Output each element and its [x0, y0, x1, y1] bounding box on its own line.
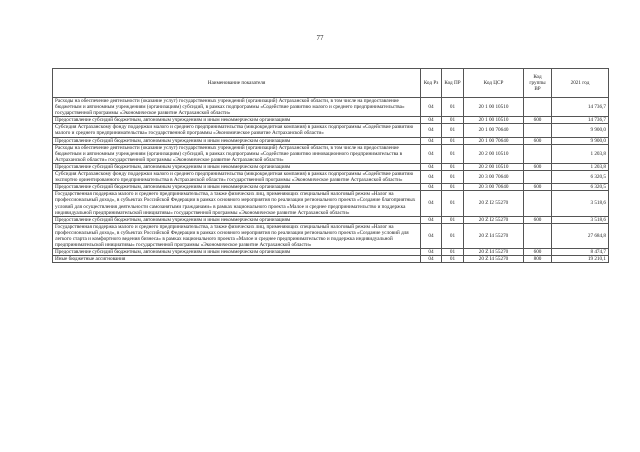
cell-rz: 04 [421, 249, 442, 256]
table-row [53, 223, 609, 248]
table-row [53, 117, 609, 124]
cell-vr [524, 124, 552, 137]
cell-value: 3 518,6 [552, 191, 609, 216]
cell-vr: 600 [524, 137, 552, 144]
cell-value: 9 900,0 [552, 137, 609, 144]
cell-csr: 20 1 00 10510 [464, 98, 524, 117]
table-row [53, 216, 609, 223]
table-row [53, 256, 609, 263]
header-vr: Код группы ВР [524, 69, 552, 98]
cell-name: Предоставление субсидий бюджетным, автономным учреждениям и иным некоммерческим организациям [53, 216, 421, 223]
cell-pr: 01 [442, 249, 464, 256]
cell-rz: 04 [421, 216, 442, 223]
cell-name: Предоставление субсидий бюджетным, автономным учреждениям и иным некоммерческим организациям [53, 163, 421, 170]
cell-csr: 20 Z I4 55270 [464, 249, 524, 256]
cell-name: Иные бюджетные ассигнования [53, 256, 421, 263]
cell-pr: 01 [442, 216, 464, 223]
cell-value: 1 203,8 [552, 144, 609, 163]
table-row [53, 191, 609, 216]
cell-rz: 04 [421, 223, 442, 248]
cell-name: Субсидия Астраханскому фонду поддержки малого и среднего предпринимательства (микрокредитная компания) в рамках подпрограммы «Содействие развитию экспортно ориентированного предпринимательства в Астраханской области» государственной программы «Экономическое развитие Астраханской области» [53, 171, 421, 184]
cell-vr [524, 191, 552, 216]
table-row [53, 144, 609, 163]
cell-rz: 04 [421, 163, 442, 170]
cell-vr: 600 [524, 163, 552, 170]
cell-pr: 01 [442, 256, 464, 263]
cell-name: Предоставление субсидий бюджетным, автономным учреждениям и иным некоммерческим организациям [53, 117, 421, 124]
cell-name: Расходы на обеспечение деятельности (оказание услуг) государственных учреждений (организаций) Астраханской области, в том числе на предоставление бюджетным и автономным учреждениям (организациям) субсидий, в рамках подпрограммы «Содействие развитию малого и среднего предпринимательства» государственной программы «Экономическое развитие Астраханской области» [53, 98, 421, 117]
cell-pr: 01 [442, 124, 464, 137]
cell-csr: 20 1 00 70640 [464, 137, 524, 144]
cell-vr [524, 144, 552, 163]
cell-rz: 04 [421, 256, 442, 263]
table-row [53, 137, 609, 144]
cell-pr: 01 [442, 98, 464, 117]
cell-rz: 04 [421, 98, 442, 117]
cell-csr: 20 2 00 10510 [464, 144, 524, 163]
cell-pr: 01 [442, 184, 464, 191]
cell-name: Государственная поддержка малого и среднего предпринимательства, а также физических лиц, применяющих специальный налоговый режим «Налог на профессиональный доход», в субъектах Российской Федерации в рамках основного мероприятия по реализации регионального проекта «Создание условий для легкого старта и комфортного ведения бизнеса» в рамках национального проекта «Малое и среднее предпринимательство и поддержка индивидуальной предпринимательской инициативы» государственной программы «Экономическое развитие Астраханской области» [53, 223, 421, 248]
table-row [53, 163, 609, 170]
cell-name: Государственная поддержка малого и среднего предпринимательства, а также физических лиц, применяющих специальный налоговый режим «Налог на профессиональный доход», в субъектах Российской Федерации в рамках основного мероприятия по реализации регионального проекта «Создание благоприятных условий для осуществления деятельности самозанятыми гражданами» в рамках национального проекта «Малое и среднее предпринимательство и поддержка индивидуальной предпринимательской инициативы» государственной программы «Экономическое развитие Астраханской области» [53, 191, 421, 216]
cell-csr: 20 3 00 70640 [464, 171, 524, 184]
table-row [53, 98, 609, 117]
cell-vr: 600 [524, 117, 552, 124]
cell-csr: 20 Z I4 55270 [464, 223, 524, 248]
cell-name: Предоставление субсидий бюджетным, автономным учреждениям и иным некоммерческим организациям [53, 249, 421, 256]
cell-csr: 20 1 00 10510 [464, 117, 524, 124]
header-csr: Код ЦСР [464, 69, 524, 98]
cell-rz: 04 [421, 144, 442, 163]
cell-pr: 01 [442, 163, 464, 170]
table-header-row [53, 69, 609, 98]
table-row [53, 171, 609, 184]
page-number: 77 [316, 34, 324, 42]
cell-csr: 20 2 00 10510 [464, 163, 524, 170]
cell-rz: 04 [421, 137, 442, 144]
cell-value: 6 320,5 [552, 171, 609, 184]
cell-vr [524, 98, 552, 117]
cell-value: 1 203,8 [552, 163, 609, 170]
cell-value: 14 736,7 [552, 117, 609, 124]
cell-value: 9 900,0 [552, 124, 609, 137]
cell-rz: 04 [421, 171, 442, 184]
cell-rz: 04 [421, 124, 442, 137]
cell-vr [524, 171, 552, 184]
cell-value: 8 474,7 [552, 249, 609, 256]
cell-csr: 20 Z I2 55270 [464, 216, 524, 223]
cell-rz: 04 [421, 184, 442, 191]
cell-name: Субсидия Астраханскому фонду поддержки малого и среднего предпринимательства (микрокредитная компания) в рамках подпрограммы «Содействие развитию малого и среднего предпринимательства» государственной программы «Экономическое развитие Астраханской области» [53, 124, 421, 137]
budget-table [52, 68, 609, 263]
cell-pr: 01 [442, 137, 464, 144]
table-row [53, 249, 609, 256]
cell-pr: 01 [442, 117, 464, 124]
cell-rz: 04 [421, 117, 442, 124]
cell-name: Предоставление субсидий бюджетным, автономным учреждениям и иным некоммерческим организациям [53, 137, 421, 144]
cell-value: 3 518,6 [552, 216, 609, 223]
cell-name: Расходы на обеспечение деятельности (оказание услуг) государственных учреждений (организаций) Астраханской области, в том числе на предоставление бюджетным и автономным учреждениям (организациям) субсидий, в рамках подпрограммы «Содействие развитию инновационного предпринимательства в Астраханской области» государственной программы «Экономическое развитие Астраханской области» [53, 144, 421, 163]
cell-pr: 01 [442, 144, 464, 163]
cell-vr: 600 [524, 184, 552, 191]
cell-pr: 01 [442, 223, 464, 248]
cell-pr: 01 [442, 191, 464, 216]
cell-value: 6 320,5 [552, 184, 609, 191]
cell-pr: 01 [442, 171, 464, 184]
header-year: 2021 год [552, 69, 609, 98]
cell-vr [524, 223, 552, 248]
header-pr: Код ПР [442, 69, 464, 98]
cell-rz: 04 [421, 191, 442, 216]
header-rz: Код Рз [421, 69, 442, 98]
cell-value: 14 736,7 [552, 98, 609, 117]
cell-vr: 600 [524, 249, 552, 256]
cell-name: Предоставление субсидий бюджетным, автономным учреждениям и иным некоммерческим организациям [53, 184, 421, 191]
header-name: Наименование показателя [53, 69, 421, 98]
cell-csr: 20 Z I4 55270 [464, 256, 524, 263]
table-row [53, 124, 609, 137]
cell-value: 19 210,1 [552, 256, 609, 263]
cell-vr: 600 [524, 216, 552, 223]
cell-value: 27 684,8 [552, 223, 609, 248]
cell-csr: 20 1 00 70640 [464, 124, 524, 137]
cell-vr: 800 [524, 256, 552, 263]
cell-csr: 20 3 00 70640 [464, 184, 524, 191]
table-row [53, 184, 609, 191]
cell-csr: 20 Z I2 55270 [464, 191, 524, 216]
